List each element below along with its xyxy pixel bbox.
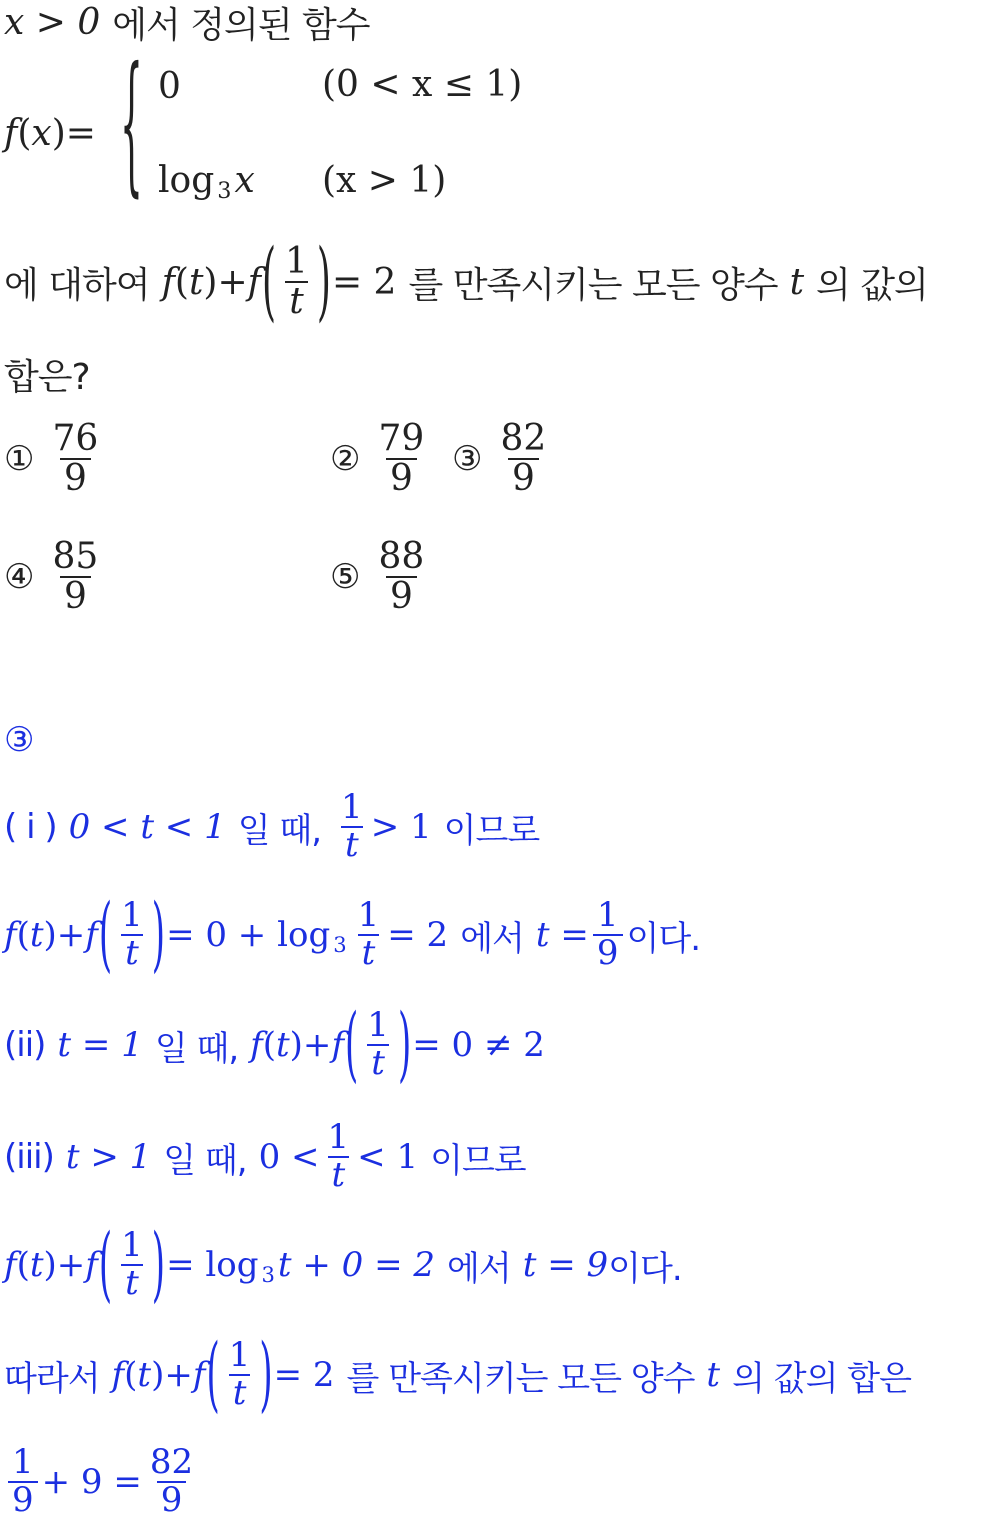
question-stem: 에 대하여 f ( t )+ f ( $\frac{1}{t}$ ) = 2 를 만족시키는 모든 양수 t 의 값의 (4, 232, 928, 332)
case1-eq-mid: = 0 + log (166, 915, 331, 955)
case2-condition: t = 1 (57, 1025, 143, 1065)
case2-rhs: = 0 ≠ 2 (412, 1025, 545, 1065)
solution-case3: (iii) t > 1 일 때, 0 < $\frac{1}{t}$ < 1 이므로 (4, 1117, 526, 1195)
conclusion-var: t (706, 1355, 721, 1395)
choice-4[interactable] (4, 538, 106, 616)
final-fraction-2: $\frac{82}{9}$ (149, 1442, 194, 1520)
case3-result: t = 9 (522, 1245, 609, 1285)
case2-label: (ii) (4, 1025, 46, 1065)
choice-4-mark: ④ (4, 556, 35, 597)
conclusion-pre: 따라서 (4, 1358, 100, 1399)
final-result (4, 1440, 201, 1524)
choice-2[interactable] (330, 420, 432, 498)
case1-post: 이므로 (443, 810, 540, 851)
case1-label: ( i ) (4, 807, 57, 847)
case1-condition: (0 < x ≤ 1) (322, 64, 523, 105)
choice-5-fraction: $\frac{88}{9}$ (378, 536, 425, 617)
solution-case1-equation: f ( t )+ f ( $\frac{1}{t}$ ) = 0 + log 3 $\frac{1}{t}$ = 2 에서 t = $\frac{1}{9}$ 이다. (4, 887, 701, 983)
conclusion-post-1: 를 만족시키는 모든 양수 (346, 1358, 695, 1399)
choice-3[interactable] (452, 420, 554, 498)
case1-relation: > 1 (370, 807, 432, 847)
case3-text: 일 때, (163, 1140, 247, 1181)
choice-2-fraction: $\frac{79}{9}$ (378, 418, 425, 499)
case1-value: 0 (158, 66, 181, 107)
case2-log: log (158, 160, 215, 201)
stem-post-1: 를 만족시키는 모든 양수 (408, 264, 778, 306)
choice-1[interactable] (4, 420, 106, 498)
case3-eq-base: 3 (261, 1261, 275, 1287)
choice-1-fraction: $\frac{76}{9}$ (52, 418, 99, 499)
conclusion-post-2: 의 값의 합은 (732, 1358, 911, 1399)
choice-5-mark: ⑤ (330, 556, 361, 597)
stem-rhs: = 2 (331, 261, 397, 303)
case2-condition: (x > 1) (322, 160, 447, 201)
final-mid: + 9 = (41, 1462, 142, 1502)
stem-var: t (789, 261, 805, 303)
case2-text: 일 때, (154, 1028, 239, 1069)
conclusion-rhs: = 2 (273, 1355, 335, 1395)
case1-eq-rhs: = 2 (387, 915, 449, 955)
case3-eq-mid: = log (166, 1245, 259, 1285)
piecewise-definition: f ( x )= { 0 (0 < x ≤ 1) log 3 x (x > 1) (4, 40, 523, 213)
case1-result-fraction: $\frac{1}{9}$ (593, 898, 623, 971)
case3-lhs: 0 < (258, 1137, 320, 1177)
stem-line2: 합은? (4, 356, 90, 398)
solution-case2: (ii) t = 1 일 때, f ( t )+ f ( $\frac{1}{t}$ ) = 0 ≠ 2 (4, 997, 545, 1093)
case3-post: 이므로 (430, 1140, 526, 1181)
case1-text: 일 때, (237, 810, 322, 851)
question-intro (4, 1, 370, 46)
solution-case1: ( i ) 0 < t < 1 일 때, $\frac{1}{t}$ > 1 이므로 (4, 787, 540, 865)
case1-eq-post: 에서 (460, 918, 524, 959)
case3-result-post: 이다. (608, 1248, 682, 1289)
domain-condition: x > 0 (4, 1, 101, 43)
case3-relation: < 1 (357, 1137, 419, 1177)
choice-3-fraction: $\frac{82}{9}$ (500, 418, 547, 499)
choice-5[interactable] (330, 538, 432, 616)
intro-text: 에서 정의된 함수 (112, 4, 370, 46)
case1-eq-base: 3 (333, 931, 347, 957)
case1-result-lhs: t = (535, 915, 589, 955)
answer-mark: ③ (4, 720, 35, 760)
case3-eq-rest: t + 0 = 2 (277, 1245, 436, 1285)
stem-pre: 에 대하여 (4, 264, 150, 306)
choice-4-fraction: $\frac{85}{9}$ (52, 536, 99, 617)
solution-conclusion: 따라서 f ( t )+ f ( $\frac{1}{t}$ ) = 2 를 만족시키는 모든 양수 t 의 값의 합은 (4, 1327, 911, 1423)
choice-1-mark: ① (4, 438, 35, 479)
case1-result-post: 이다. (626, 918, 701, 959)
stem-fraction: $\frac{1}{t}$ (285, 241, 308, 322)
case3-condition: t > 1 (65, 1137, 152, 1177)
fn-name: f (4, 113, 18, 154)
case1-condition: 0 < t < 1 (68, 807, 226, 847)
case2-base: 3 (217, 177, 232, 204)
case2-arg: x (234, 160, 255, 201)
final-fraction-1: $\frac{1}{9}$ (8, 1445, 38, 1518)
left-brace: { (120, 40, 143, 213)
fn-var: x (31, 113, 52, 154)
solution-case3-equation: f ( t )+ f ( $\frac{1}{t}$ ) = log 3 t + 0 = 2 에서 t = 9 이다. (4, 1217, 682, 1313)
choice-2-mark: ② (330, 438, 361, 479)
case3-eq-post: 에서 (447, 1248, 511, 1289)
case3-label: (iii) (4, 1137, 54, 1177)
stem-post-2: 의 값의 (816, 264, 928, 306)
choice-3-mark: ③ (452, 438, 483, 479)
